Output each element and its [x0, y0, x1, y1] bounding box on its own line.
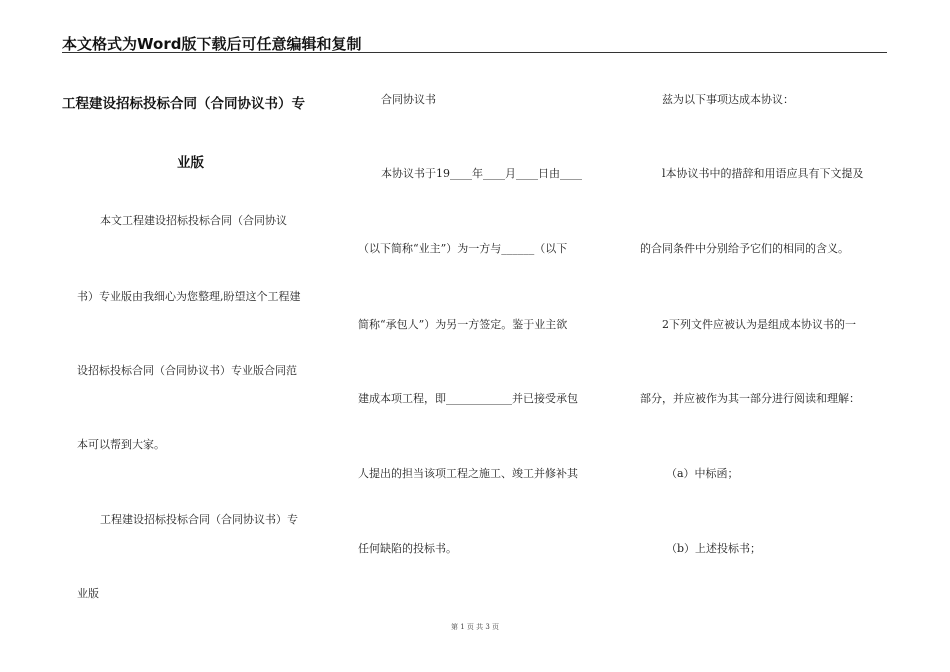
- col3-line-3: 的合同条件中分别给予它们的相同的含义。: [640, 242, 849, 255]
- document-title-line-2: 业版: [177, 155, 204, 171]
- col2-line-1: 本协议书于19____年____月____日由____: [381, 167, 582, 180]
- col3-line-7: （b）上述投标书；: [666, 542, 762, 555]
- col2-line-6: 任何缺陷的投标书。: [358, 542, 457, 555]
- header-divider: [62, 52, 887, 53]
- page-number-footer: 第 1 页 共 3 页: [450, 623, 500, 631]
- col3-line-2: l本协议书中的措辞和用语应具有下文提及: [662, 167, 864, 180]
- col3-line-4: 2下列文件应被认为是组成本协议书的一: [662, 318, 856, 331]
- col1-line-6: 业版: [77, 587, 99, 600]
- document-title-line-1: 工程建设招标投标合同（合同协议书）专: [62, 96, 305, 112]
- col1-line-5: 工程建设招标投标合同（合同协议书）专: [100, 513, 298, 526]
- document-header: 本文格式为Word版下载后可任意编辑和复制: [62, 35, 362, 53]
- col2-line-2: （以下简称“业主”）为一方与______（以下: [358, 242, 568, 255]
- col1-line-4: 本可以帮到大家。: [77, 438, 165, 451]
- col3-line-1: 兹为以下事项达成本协议：: [662, 93, 794, 106]
- col1-line-1: 本文工程建设招标投标合同（合同协议: [100, 214, 287, 227]
- col2-line-3: 简称“承包人”）为另一方签定。鉴于业主欲: [358, 318, 568, 331]
- col2-line-4: 建成本项工程，即____________并已接受承包: [358, 392, 578, 405]
- col3-line-5: 部分，并应被作为其一部分进行阅读和理解：: [640, 392, 860, 405]
- col2-heading: 合同协议书: [381, 93, 436, 106]
- col1-line-3: 设招标投标合同（合同协议书）专业版合同范: [77, 364, 297, 377]
- col3-line-6: （a）中标函；: [666, 467, 739, 480]
- col2-line-5: 人提出的担当该项工程之施工、竣工并修补其: [358, 467, 578, 480]
- col1-line-2: 书）专业版由我细心为您整理,盼望这个工程建: [77, 290, 301, 303]
